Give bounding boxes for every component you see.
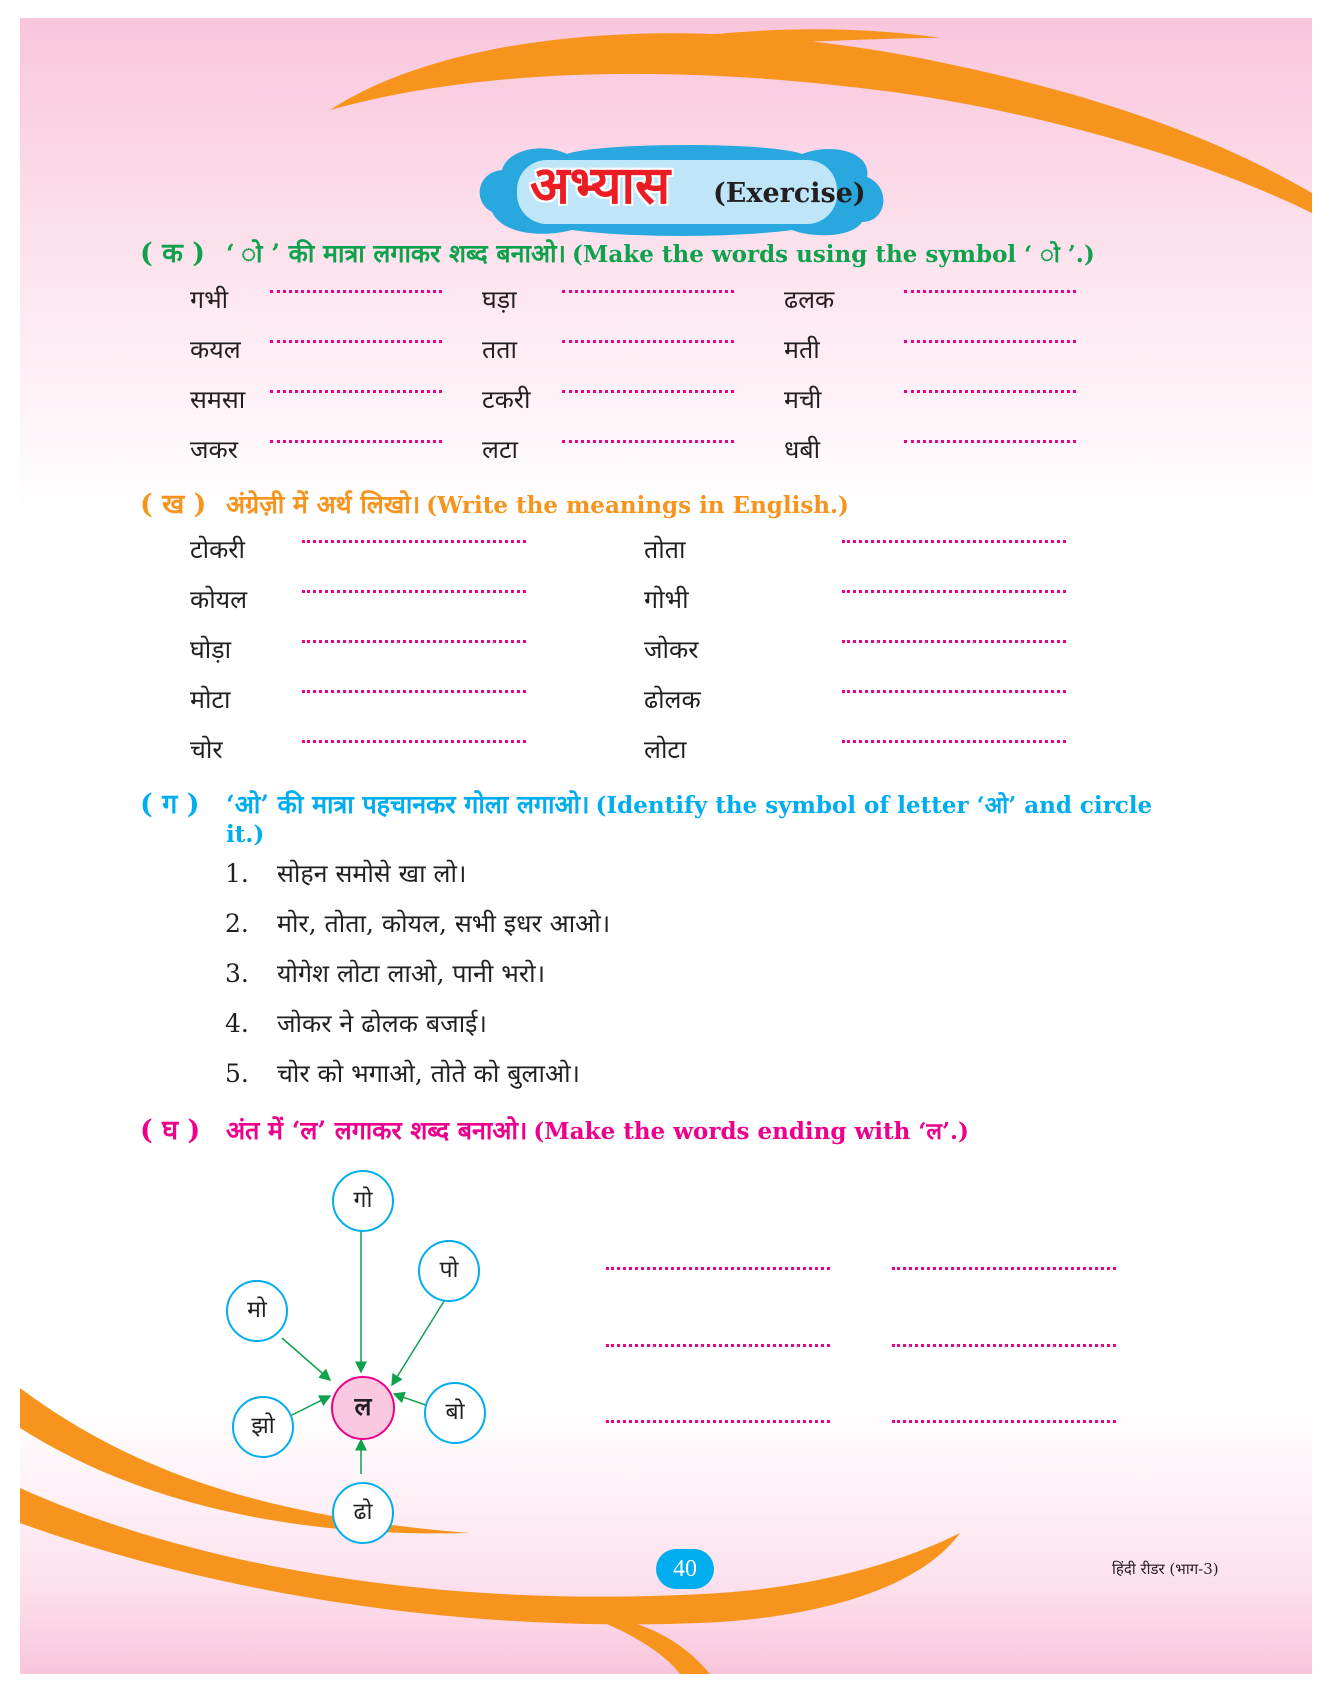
book-title: हिंदी रीडर (भाग-3): [1112, 1560, 1219, 1578]
section-kha-instruction-english: (Write the meanings in English.): [426, 492, 849, 519]
kha-word: लोटा: [644, 735, 687, 764]
sentence-item: [225, 856, 466, 890]
answer-line[interactable]: [562, 440, 734, 443]
syllable-node-bo: बो: [424, 1382, 486, 1444]
sentence-text[interactable]: चोर को भगाओ, तोते को बुलाओ।: [277, 1059, 581, 1088]
answer-line[interactable]: [892, 1420, 1116, 1423]
answer-line[interactable]: [302, 640, 526, 643]
ka-word: घड़ा: [482, 285, 517, 314]
kha-word: तोता: [644, 535, 686, 564]
syllable-node-jho: झो: [232, 1396, 294, 1458]
section-ga-instruction-english-continued: it.): [226, 821, 265, 848]
center-letter-node: ल: [331, 1376, 395, 1440]
ka-word: गभी: [190, 285, 229, 314]
answer-line[interactable]: [842, 690, 1066, 693]
section-ga-instruction-hindi: ‘ओ’ की मात्रा पहचानकर गोला लगाओ।: [226, 790, 590, 819]
section-ga-heading: [140, 784, 1152, 821]
kha-word: जोकर: [644, 635, 699, 664]
section-gha-number: ( घ ): [140, 1115, 201, 1146]
sentence-text[interactable]: मोर, तोता, कोयल, सभी इधर आओ।: [277, 909, 611, 938]
sentence-number: 1.: [225, 859, 249, 888]
answer-line[interactable]: [842, 590, 1066, 593]
kha-word: ढोलक: [644, 685, 701, 714]
sentence-number: 3.: [225, 959, 249, 988]
title-hindi: अभ्यास: [530, 155, 671, 216]
kha-word: गोभी: [644, 585, 689, 614]
section-kha-instruction-hindi: अंग्रेज़ी में अर्थ लिखो।: [226, 490, 421, 519]
ka-word: जकर: [190, 435, 238, 464]
syllable-node-mo: मो: [226, 1280, 288, 1342]
sentence-number: 4.: [225, 1009, 249, 1038]
ka-word: मती: [784, 335, 820, 364]
section-kha-number: ( ख ): [140, 489, 207, 520]
answer-line[interactable]: [302, 690, 526, 693]
kha-word: कोयल: [190, 585, 248, 614]
answer-line[interactable]: [562, 290, 734, 293]
sentence-number: 5.: [225, 1059, 249, 1088]
answer-line[interactable]: [904, 340, 1076, 343]
ka-word: धबी: [784, 435, 821, 464]
ka-word: टकरी: [482, 385, 531, 414]
answer-line[interactable]: [606, 1344, 830, 1347]
ka-word: समसा: [190, 385, 246, 414]
answer-line[interactable]: [842, 640, 1066, 643]
section-ka-instruction-hindi: ‘ ो ’ की मात्रा लगाकर शब्द बनाओ।: [226, 239, 567, 268]
section-gha-instruction-english: (Make the words ending with ‘ल’.): [533, 1118, 969, 1145]
section-gha-instruction-hindi: अंत में ‘ल’ लगाकर शब्द बनाओ।: [226, 1116, 528, 1145]
answer-line[interactable]: [302, 590, 526, 593]
sentence-item: [225, 906, 610, 940]
answer-line[interactable]: [842, 740, 1066, 743]
page: [20, 18, 1312, 1674]
section-ka-instruction-english: (Make the words using the symbol ‘ ो ’.): [572, 241, 1095, 268]
answer-line[interactable]: [904, 390, 1076, 393]
sentence-text[interactable]: योगेश लोटा लाओ, पानी भरो।: [277, 959, 546, 988]
answer-line[interactable]: [302, 740, 526, 743]
syllable-node-dho: ढो: [332, 1482, 394, 1544]
answer-line[interactable]: [270, 340, 442, 343]
answer-line[interactable]: [904, 440, 1076, 443]
ka-word: तता: [482, 335, 517, 364]
syllable-node-po: पो: [418, 1240, 480, 1302]
kha-word: घोड़ा: [190, 635, 232, 664]
sentence-item: [225, 1006, 487, 1040]
answer-line[interactable]: [270, 390, 442, 393]
answer-line[interactable]: [302, 540, 526, 543]
sentence-number: 2.: [225, 909, 249, 938]
kha-word: चोर: [190, 735, 223, 764]
kha-word: टोकरी: [190, 535, 245, 564]
answer-line[interactable]: [842, 540, 1066, 543]
section-kha-heading: [140, 484, 849, 521]
kha-word: मोटा: [190, 685, 231, 714]
ka-word: ढलक: [784, 285, 835, 314]
ka-word: लटा: [482, 435, 519, 464]
answer-line[interactable]: [892, 1344, 1116, 1347]
answer-line[interactable]: [904, 290, 1076, 293]
sentence-text[interactable]: जोकर ने ढोलक बजाई।: [277, 1009, 487, 1038]
section-ka-number: ( क ): [140, 238, 206, 269]
sentence-text[interactable]: सोहन समोसे खा लो।: [277, 859, 467, 888]
section-ga-instruction-english: (Identify the symbol of letter ‘ओ’ and circle: [595, 792, 1153, 819]
answer-line[interactable]: [562, 340, 734, 343]
section-ka-heading: [140, 233, 1095, 270]
section-gha-heading: [140, 1110, 969, 1147]
answer-line[interactable]: [892, 1267, 1116, 1270]
sentence-item: [225, 1056, 580, 1090]
sentence-item: [225, 956, 545, 990]
section-ga-number: ( ग ): [140, 789, 200, 820]
page-number: 40: [656, 1549, 714, 1589]
answer-line[interactable]: [606, 1267, 830, 1270]
answer-line[interactable]: [562, 390, 734, 393]
syllable-node-go: गो: [332, 1170, 394, 1232]
answer-line[interactable]: [606, 1420, 830, 1423]
ka-word: मची: [784, 385, 822, 414]
answer-line[interactable]: [270, 440, 442, 443]
ka-word: कयल: [190, 335, 241, 364]
answer-line[interactable]: [270, 290, 442, 293]
title-english: (Exercise): [713, 178, 866, 209]
